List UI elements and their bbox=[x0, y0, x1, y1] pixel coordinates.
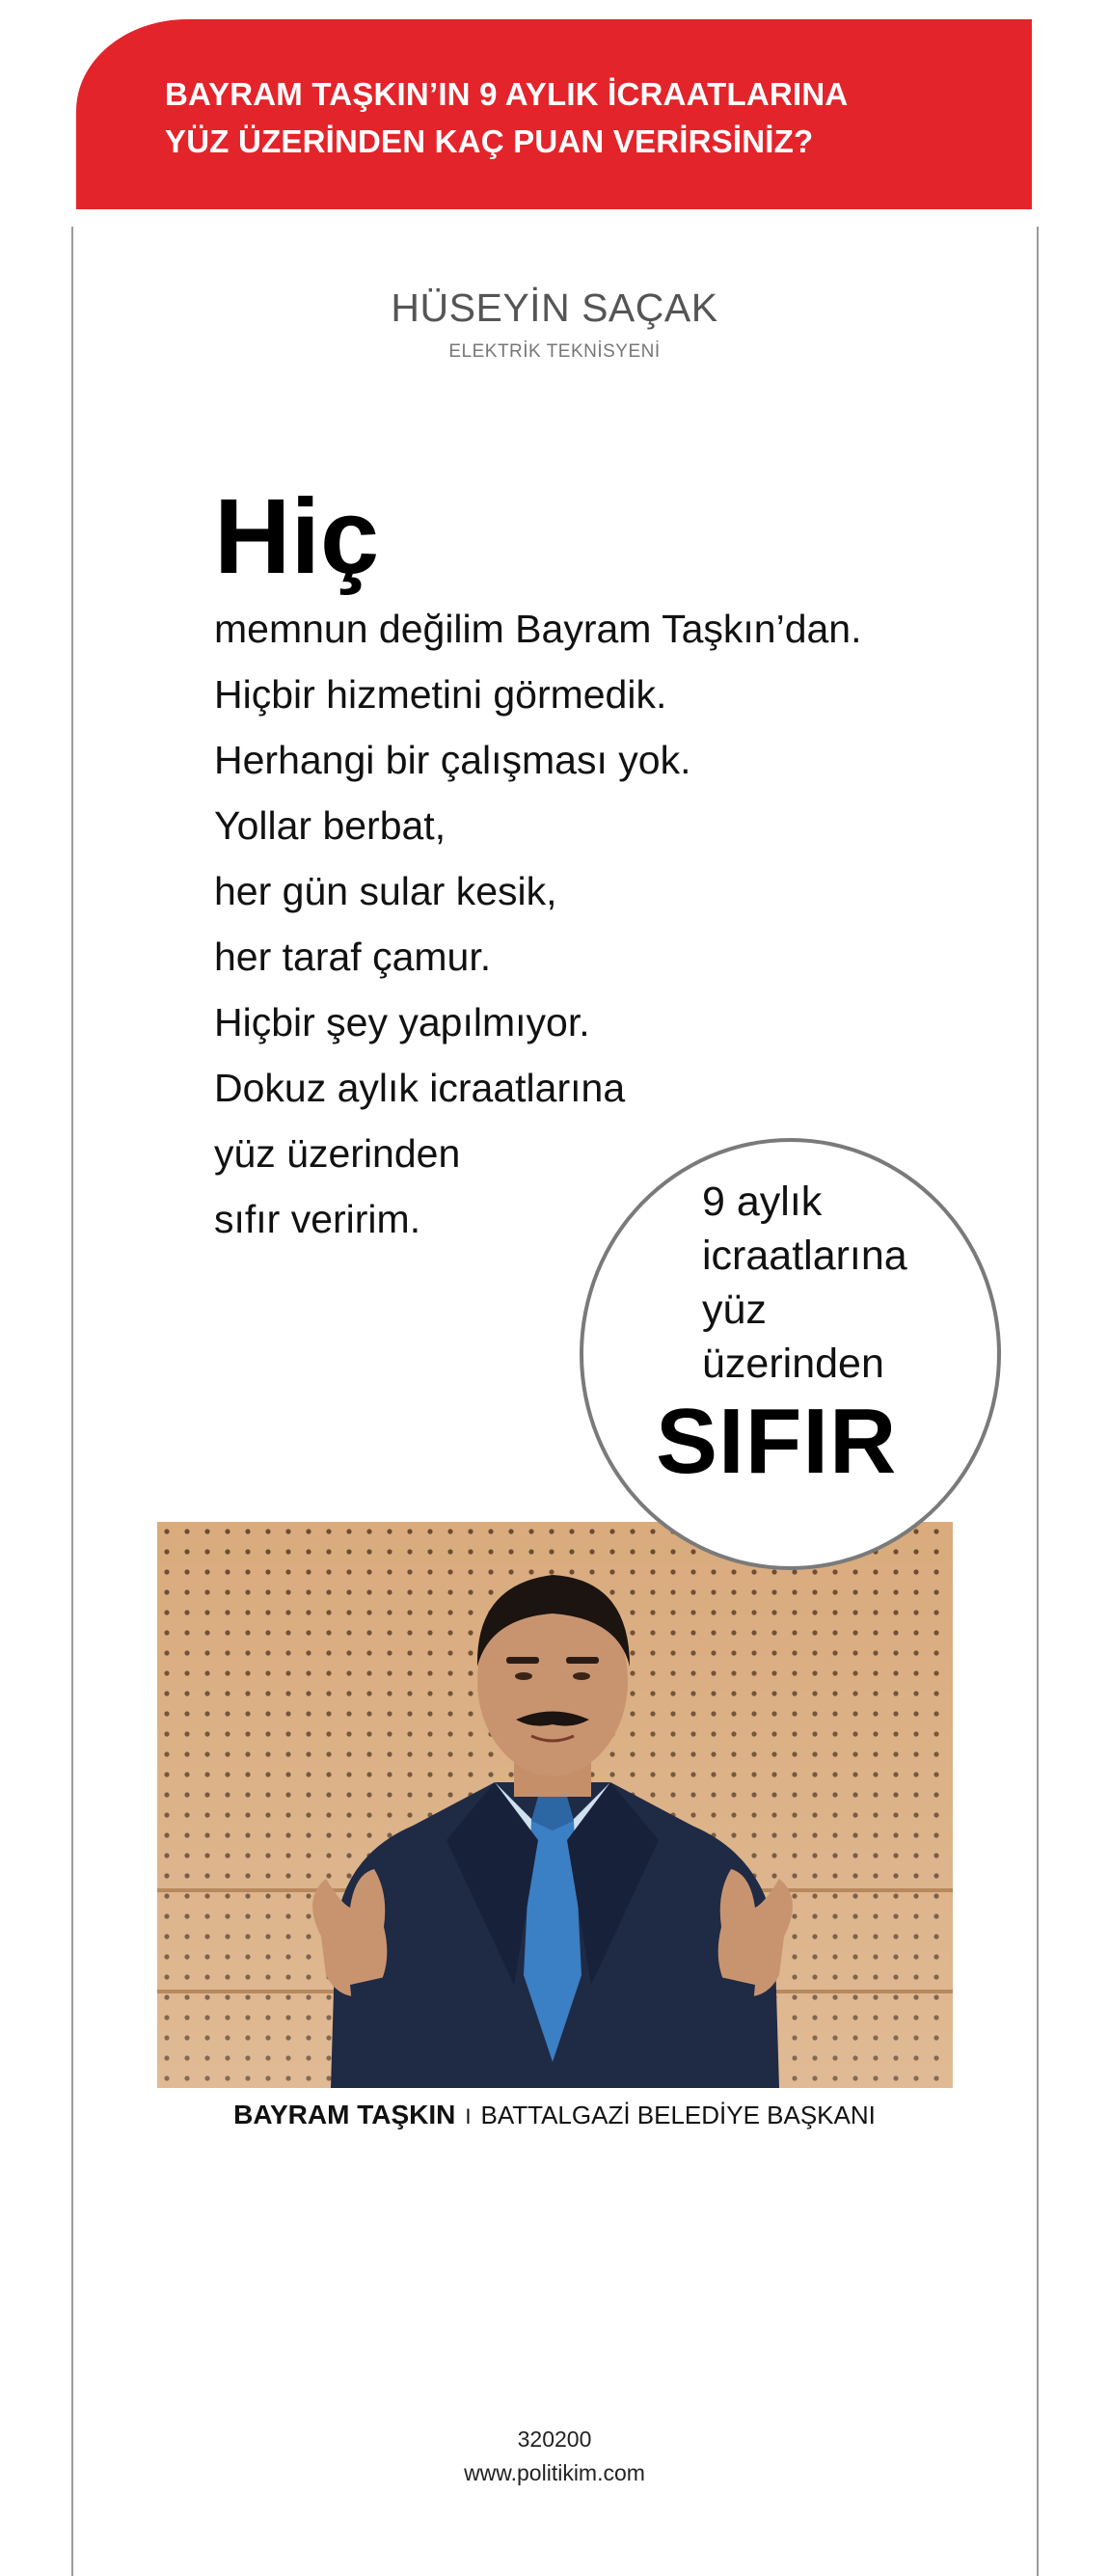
quote-line: Yollar berbat, bbox=[214, 803, 446, 848]
question-banner-text bbox=[165, 70, 848, 165]
author-name: HÜSEYİN SAÇAK bbox=[391, 285, 718, 330]
question-line-2: YÜZ ÜZERİNDEN KAÇ PUAN VERİRSİNİZ? bbox=[165, 123, 814, 159]
score-badge-line: yüz bbox=[702, 1287, 767, 1333]
quote-line: Herhangi bir çalışması yok. bbox=[214, 738, 691, 782]
quote-line: her taraf çamur. bbox=[214, 935, 492, 979]
caption-role: BATTALGAZİ BELEDİYE BAŞKANI bbox=[480, 2101, 876, 2129]
page-frame-left-line bbox=[71, 227, 73, 2576]
caption-separator: I bbox=[465, 2104, 472, 2129]
quote-line: memnun değilim Bayram Taşkın’dan. bbox=[214, 607, 862, 651]
score-badge-text bbox=[702, 1175, 907, 1391]
quote-line: her gün sular kesik, bbox=[214, 869, 557, 913]
photo-caption bbox=[0, 2100, 1109, 2130]
quote-line: sıfır veririm. bbox=[214, 1197, 421, 1241]
quote-lead-word: Hiç bbox=[214, 477, 380, 596]
caption-name: BAYRAM TAŞKIN bbox=[233, 2100, 456, 2129]
quote-line: Dokuz aylık icraatlarına bbox=[214, 1066, 626, 1110]
question-line-1: BAYRAM TAŞKIN’IN 9 AYLIK İCRAATLARINA bbox=[165, 76, 849, 112]
footer-url: www.politikim.com bbox=[464, 2460, 645, 2485]
footer-code: 320200 bbox=[517, 2427, 592, 2452]
score-badge-line: icraatlarına bbox=[702, 1233, 907, 1279]
score-badge-line: 9 aylık bbox=[702, 1179, 823, 1225]
author-occupation: ELEKTRİK TEKNİSYENİ bbox=[448, 341, 661, 362]
mayor-photo bbox=[157, 1522, 953, 2088]
quote-line: Hiçbir hizmetini görmedik. bbox=[214, 672, 667, 717]
score-badge-value: SIFIR bbox=[656, 1390, 898, 1493]
quote-line: Hiçbir şey yapılmıyor. bbox=[214, 1000, 590, 1044]
score-badge-line: üzerinden bbox=[702, 1341, 884, 1387]
quote-line: yüz üzerinden bbox=[214, 1131, 461, 1176]
page-frame-right-line bbox=[1037, 227, 1039, 2576]
